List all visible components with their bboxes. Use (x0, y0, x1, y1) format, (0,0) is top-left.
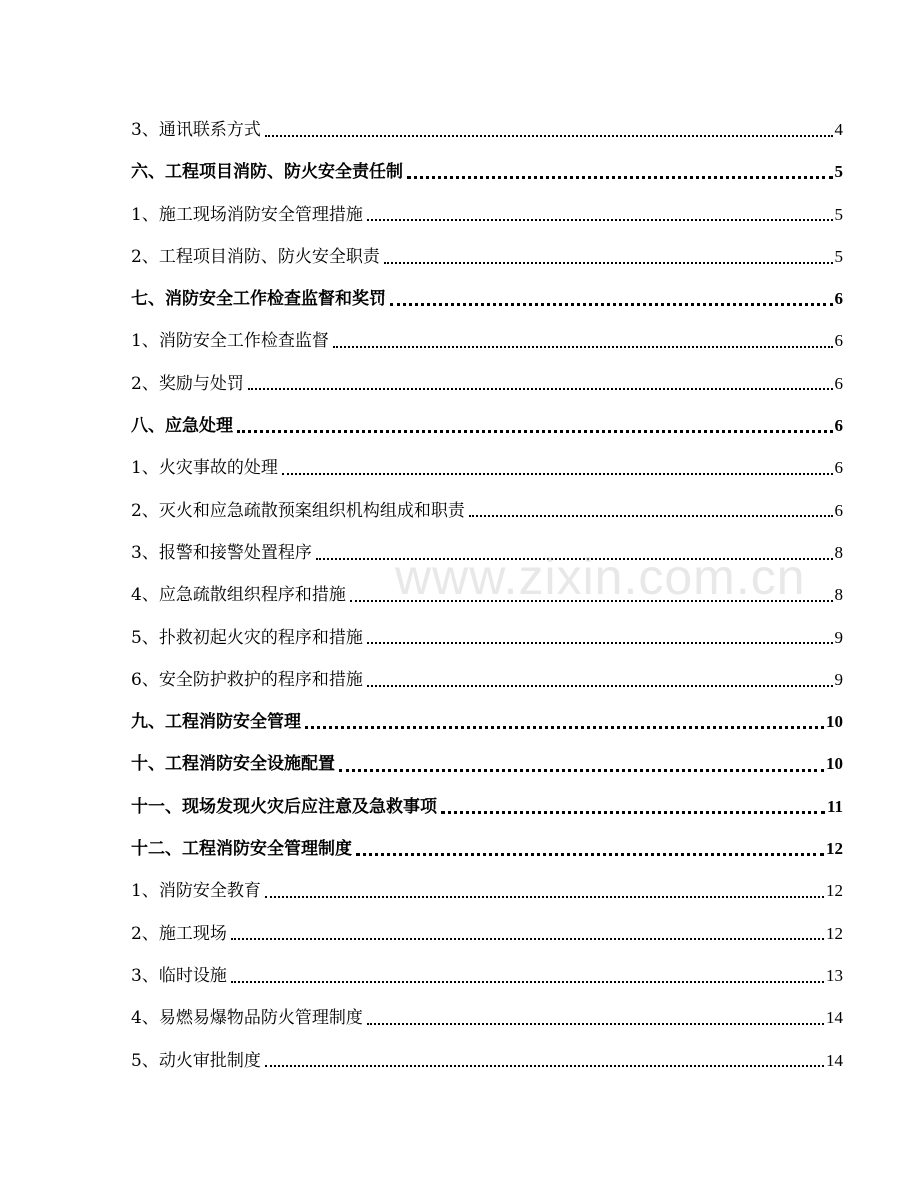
toc-entry-page-number: 6 (834, 416, 843, 436)
toc-entry-title: 5、扑救初起火灾的程序和措施 (131, 617, 367, 659)
dot-leader (316, 557, 833, 560)
toc-entry-title: 九、工程消防安全管理 (131, 701, 305, 743)
toc-entry-page-number: 6 (834, 331, 843, 351)
dot-leader (384, 261, 833, 264)
toc-entry-title: 六、工程项目消防、防火安全责任制 (131, 151, 407, 193)
toc-entry-title: 2、奖励与处罚 (131, 363, 248, 405)
toc-chapter-entry[interactable] (131, 151, 843, 193)
toc-chapter-entry[interactable] (131, 743, 843, 785)
dot-leader (367, 641, 833, 644)
toc-entry-page-number: 14 (826, 1008, 843, 1028)
dot-leader (231, 980, 824, 983)
toc-entry-title: 2、灭火和应急疏散预案组织机构组成和职责 (131, 490, 469, 532)
toc-entry-title: 3、报警和接警处置程序 (131, 532, 316, 574)
toc-entry-page-number: 10 (826, 754, 843, 774)
toc-section-entry[interactable] (131, 363, 843, 405)
watermark: www.zixin.com.cn (395, 549, 806, 605)
toc-section-entry[interactable] (131, 574, 843, 616)
dot-leader (367, 1022, 824, 1025)
toc-entry-page-number: 6 (834, 373, 843, 393)
toc-section-entry[interactable] (131, 997, 843, 1039)
toc-entry-title: 5、动火审批制度 (131, 1040, 265, 1082)
toc-entry-title: 4、易燃易爆物品防火管理制度 (131, 997, 367, 1039)
table-of-contents (131, 109, 843, 1082)
dot-leader (333, 345, 833, 348)
toc-section-entry[interactable] (131, 109, 843, 151)
dot-leader (367, 684, 833, 687)
toc-entry-title: 1、消防安全教育 (131, 870, 265, 912)
toc-section-entry[interactable] (131, 1040, 843, 1082)
toc-entry-page-number: 12 (826, 839, 843, 859)
toc-entry-page-number: 12 (826, 881, 843, 901)
toc-entry-title: 七、消防安全工作检查监督和奖罚 (131, 278, 390, 320)
dot-leader (350, 599, 833, 602)
toc-entry-page-number: 8 (834, 542, 843, 562)
dot-leader (248, 387, 833, 390)
toc-entry-page-number: 6 (834, 500, 843, 520)
toc-section-entry[interactable] (131, 194, 843, 236)
dot-leader (469, 514, 833, 517)
toc-section-entry[interactable] (131, 913, 843, 955)
dot-leader (305, 725, 824, 729)
toc-entry-title: 6、安全防护救护的程序和措施 (131, 659, 367, 701)
toc-entry-title: 1、施工现场消防安全管理措施 (131, 194, 367, 236)
toc-chapter-entry[interactable] (131, 828, 843, 870)
dot-leader (367, 218, 833, 221)
dot-leader (407, 175, 833, 179)
toc-section-entry[interactable] (131, 320, 843, 362)
toc-entry-page-number: 6 (834, 289, 843, 309)
toc-section-entry[interactable] (131, 490, 843, 532)
toc-entry-page-number: 10 (826, 712, 843, 732)
dot-leader (265, 1064, 824, 1067)
toc-section-entry[interactable] (131, 659, 843, 701)
dot-leader (265, 895, 824, 898)
toc-section-entry[interactable] (131, 236, 843, 278)
toc-section-entry[interactable] (131, 870, 843, 912)
dot-leader (231, 937, 824, 940)
toc-entry-page-number: 9 (834, 669, 843, 689)
toc-entry-title: 八、应急处理 (131, 405, 237, 447)
dot-leader (441, 810, 825, 814)
toc-entry-title: 2、工程项目消防、防火安全职责 (131, 236, 384, 278)
toc-entry-title: 十二、工程消防安全管理制度 (131, 828, 356, 870)
toc-section-entry[interactable] (131, 955, 843, 997)
toc-chapter-entry[interactable] (131, 701, 843, 743)
toc-section-entry[interactable] (131, 447, 843, 489)
toc-entry-page-number: 5 (834, 246, 843, 266)
toc-entry-page-number: 8 (834, 585, 843, 605)
toc-section-entry[interactable] (131, 532, 843, 574)
toc-entry-page-number: 9 (834, 627, 843, 647)
toc-entry-page-number: 14 (826, 1050, 843, 1070)
toc-entry-title: 4、应急疏散组织程序和措施 (131, 574, 350, 616)
toc-section-entry[interactable] (131, 617, 843, 659)
toc-entry-page-number: 13 (826, 965, 843, 985)
toc-entry-page-number: 11 (826, 796, 843, 816)
dot-leader (265, 134, 833, 137)
toc-entry-page-number: 12 (826, 923, 843, 943)
toc-entry-page-number: 6 (834, 458, 843, 478)
toc-entry-title: 十一、现场发现火灾后应注意及急救事项 (131, 786, 441, 828)
dot-leader (282, 472, 833, 475)
toc-entry-title: 3、临时设施 (131, 955, 231, 997)
toc-entry-page-number: 5 (834, 162, 843, 182)
toc-entry-page-number: 4 (834, 120, 843, 139)
toc-entry-title: 3、通讯联系方式 (131, 109, 265, 151)
toc-chapter-entry[interactable] (131, 405, 843, 447)
dot-leader (237, 429, 833, 433)
toc-entry-title: 1、消防安全工作检查监督 (131, 320, 333, 362)
toc-entry-page-number: 5 (834, 204, 843, 224)
toc-entry-title: 2、施工现场 (131, 913, 231, 955)
dot-leader (390, 302, 833, 306)
toc-entry-title: 1、火灾事故的处理 (131, 447, 282, 489)
toc-chapter-entry[interactable] (131, 786, 843, 828)
toc-entry-title: 十、工程消防安全设施配置 (131, 743, 339, 785)
toc-chapter-entry[interactable] (131, 278, 843, 320)
dot-leader (356, 852, 824, 856)
dot-leader (339, 768, 824, 772)
